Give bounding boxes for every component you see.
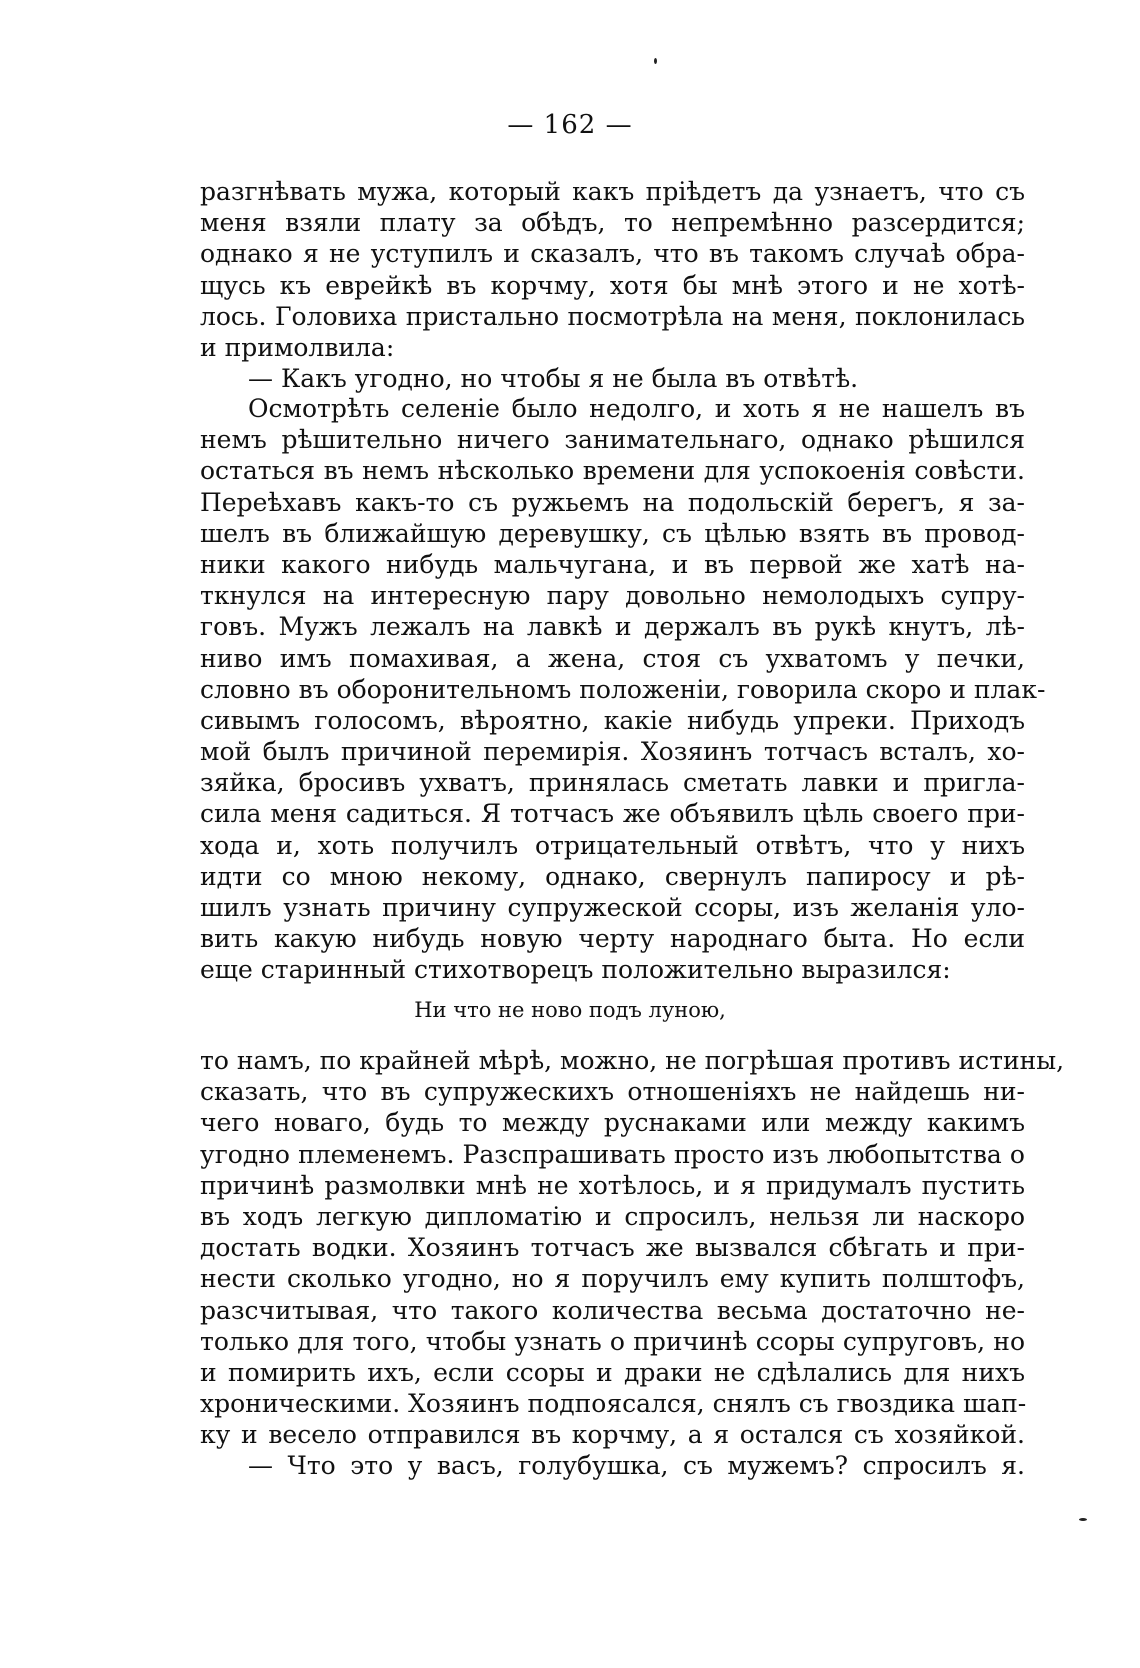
text-line: немъ рѣшительно ничего занимательнаго, однако рѣшился: [200, 425, 1025, 455]
text-line: разсчитывая, что такого количества весьма достаточно не-: [200, 1295, 1025, 1325]
text-line: сказать, что въ супружескихъ отношеніяхъ не найдешь ни-: [200, 1077, 1025, 1107]
text-line: Переѣхавъ какъ-то съ ружьемъ на подольскій берегъ, я за-: [200, 487, 1025, 517]
text-line: щусь къ еврейкѣ въ корчму, хотя бы мнѣ этого и не хотѣ-: [200, 270, 1025, 300]
text-line: нести сколько угодно, но я поручилъ ему купить полштофъ,: [200, 1264, 1025, 1294]
paragraph-2: [200, 393, 1046, 986]
text-line: хода и, хоть получилъ отрицательный отвѣтъ, что у нихъ: [200, 830, 1025, 860]
ink-speck: [1079, 1518, 1087, 1521]
text-line: зяйка, бросивъ ухватъ, принялась сметать лавки и пригла-: [200, 768, 1025, 798]
dialogue-line: — Какъ угодно, но чтобы я не была въ отвѣтѣ.: [248, 364, 859, 394]
dialogue-line: — Что это у васъ, голубушка, съ мужемъ? спросилъ я.: [248, 1451, 1025, 1481]
ink-speck: [654, 58, 657, 64]
text-line: сила меня садиться. Я тотчасъ же объявилъ цѣль своего при-: [200, 799, 1025, 829]
text-line: разгнѣвать мужа, который какъ пріѣдетъ да узнаетъ, что съ: [200, 177, 1025, 206]
text-line: ку и весело отправился въ корчму, а я остался съ хозяйкой.: [200, 1420, 1025, 1450]
text-line: словно въ оборонительномъ положеніи, говорила скоро и плак-: [200, 674, 1046, 704]
verse-quote: Ни что не ново подъ луною,: [414, 998, 726, 1022]
text-line: только для того, чтобы узнать о причинѣ ссоры супруговъ, но: [200, 1326, 1025, 1356]
text-line: чего новаго, будь то между руснаками или между какимъ: [200, 1108, 1025, 1138]
text-line: лось. Головиха пристально посмотрѣла на меня, поклонилась: [200, 301, 1025, 331]
text-line: сивымъ голосомъ, вѣроятно, какіе нибудь упреки. Приходъ: [200, 705, 1025, 735]
text-line: и примолвила:: [200, 332, 395, 362]
paragraph-1: [200, 176, 1025, 394]
page-number: — 162 —: [507, 110, 633, 140]
text-line: ники какого нибудь мальчугана, и въ первой же хатѣ на-: [200, 549, 1025, 579]
text-line: вить какую нибудь новую черту народнаго быта. Но если: [200, 924, 1025, 954]
text-line: меня взяли плату за обѣдъ, то непремѣнно разсердится;: [200, 208, 1025, 238]
text-line: то намъ, по крайней мѣрѣ, можно, не погрѣшая противъ истины,: [200, 1046, 1065, 1075]
text-line: шелъ въ ближайшую деревушку, съ цѣлью взять въ провод-: [200, 518, 1025, 548]
text-line: идти со мною некому, однако, свернулъ папиросу и рѣ-: [200, 861, 1025, 891]
text-line: мой былъ причиной перемирія. Хозяинъ тотчасъ всталъ, хо-: [200, 737, 1025, 767]
text-line: достать водки. Хозяинъ тотчасъ же вызвался сбѣгать и при-: [200, 1233, 1025, 1263]
text-line: Осмотрѣть селеніе было недолго, и хоть я не нашелъ въ: [248, 394, 1025, 423]
text-line: и помирить ихъ, если ссоры и драки не сдѣлались для нихъ: [200, 1357, 1025, 1387]
text-line: въ ходъ легкую дипломатію и спросилъ, нельзя ли наскоро: [200, 1201, 1025, 1231]
text-line: шилъ узнать причину супружеской ссоры, изъ желанія уло-: [200, 893, 1025, 922]
text-line: угодно племенемъ. Разспрашивать просто изъ любопытства о: [200, 1139, 1025, 1169]
paragraph-3: [200, 1045, 1065, 1482]
text-line: хроническими. Хозяинъ подпоясался, снялъ съ гвоздика шап-: [200, 1389, 1027, 1419]
text-line: однако я не уступилъ и сказалъ, что въ такомъ случаѣ обра-: [200, 239, 1025, 269]
text-line: ниво имъ помахивая, а жена, стоя съ ухватомъ у печки,: [200, 643, 1025, 673]
text-line: ткнулся на интересную пару довольно немолодыхъ супру-: [200, 581, 1025, 611]
text-line: причинѣ размолвки мнѣ не хотѣлось, и я придумалъ пустить: [200, 1170, 1025, 1200]
text-line: говъ. Мужъ лежалъ на лавкѣ и держалъ въ рукѣ кнутъ, лѣ-: [200, 612, 1025, 642]
text-line: еще старинный стихотворецъ положительно выразился:: [200, 955, 951, 985]
text-line: остаться въ немъ нѣсколько времени для успокоенія совѣсти.: [200, 456, 1025, 486]
